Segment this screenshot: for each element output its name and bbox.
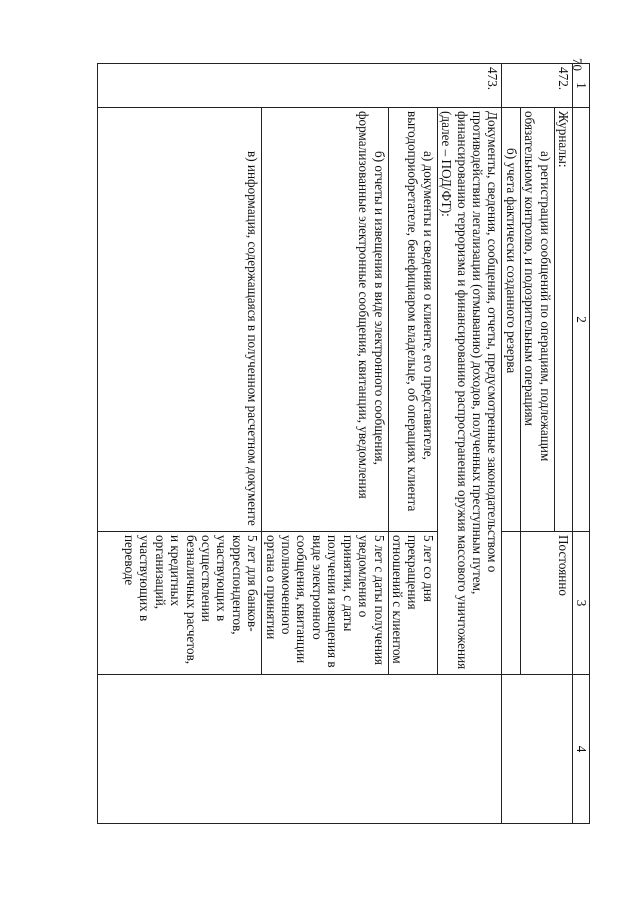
row-473-item-c: в) информация, содержащаяся в полученном расчетном документе bbox=[98, 108, 262, 532]
row-473-title: Документы, сведения, сообщения, отчеты, предусмотренные законодательством о противодействии легализации (отмыванию) доходов, полученных преступным путем, финансированию терроризма и финансированию распространения оружия массового уничтожения (далее – ПОД/ФТ): bbox=[437, 108, 502, 675]
table-row bbox=[437, 64, 502, 824]
row-472-item-b: б) учета фактически созданного резерва bbox=[502, 108, 520, 532]
header-col-2: 2 bbox=[573, 108, 590, 532]
row-472-title: Журналы: bbox=[554, 108, 572, 532]
row-473-notes bbox=[98, 675, 502, 824]
row-473-item-b-period: 5 лет с даты получения уведомления о принятии, с даты получения извещения в виде электронного сообщения, квитанции уполномоченного органа о принятии bbox=[262, 532, 388, 675]
row-472-item-a: а) регистрации сообщений по операциям, подлежащим обязательному контролю, и подозрительным операциям bbox=[520, 108, 554, 532]
row-473-item-b: б) отчеты и извещения в виде электронного сообщения, формализованные электронные сообщения, квитанции, уведомления bbox=[262, 108, 388, 532]
retention-table bbox=[97, 63, 590, 824]
row-472-item-b-period bbox=[502, 532, 520, 675]
header-col-4: 4 bbox=[573, 675, 590, 824]
header-col-3: 3 bbox=[573, 532, 590, 675]
row-473-item-a: а) документы и сведения о клиенте, его представителе, выгодоприобретателе, бенефициаром владельце, об операциях клиента bbox=[388, 108, 437, 532]
page-number: 70 bbox=[570, 58, 585, 71]
row-472-notes bbox=[502, 675, 573, 824]
row-473-item-a-period: 5 лет со дня прекращения отношений с клиентом bbox=[388, 532, 437, 675]
row-number-472: 472. bbox=[502, 64, 573, 108]
row-number-473: 473. bbox=[98, 64, 502, 108]
header-row bbox=[573, 64, 590, 824]
row-473-item-c-period: 5 лет для банков-корреспондентов, участвующих в осуществлении безналичных расчетов, и кредитных организаций, участвующих в переводе bbox=[98, 532, 262, 675]
row-472-period: Постоянно bbox=[520, 532, 572, 675]
rotated-page bbox=[97, 63, 590, 823]
header-col-1: 1 bbox=[573, 64, 590, 108]
table-row bbox=[554, 64, 572, 824]
